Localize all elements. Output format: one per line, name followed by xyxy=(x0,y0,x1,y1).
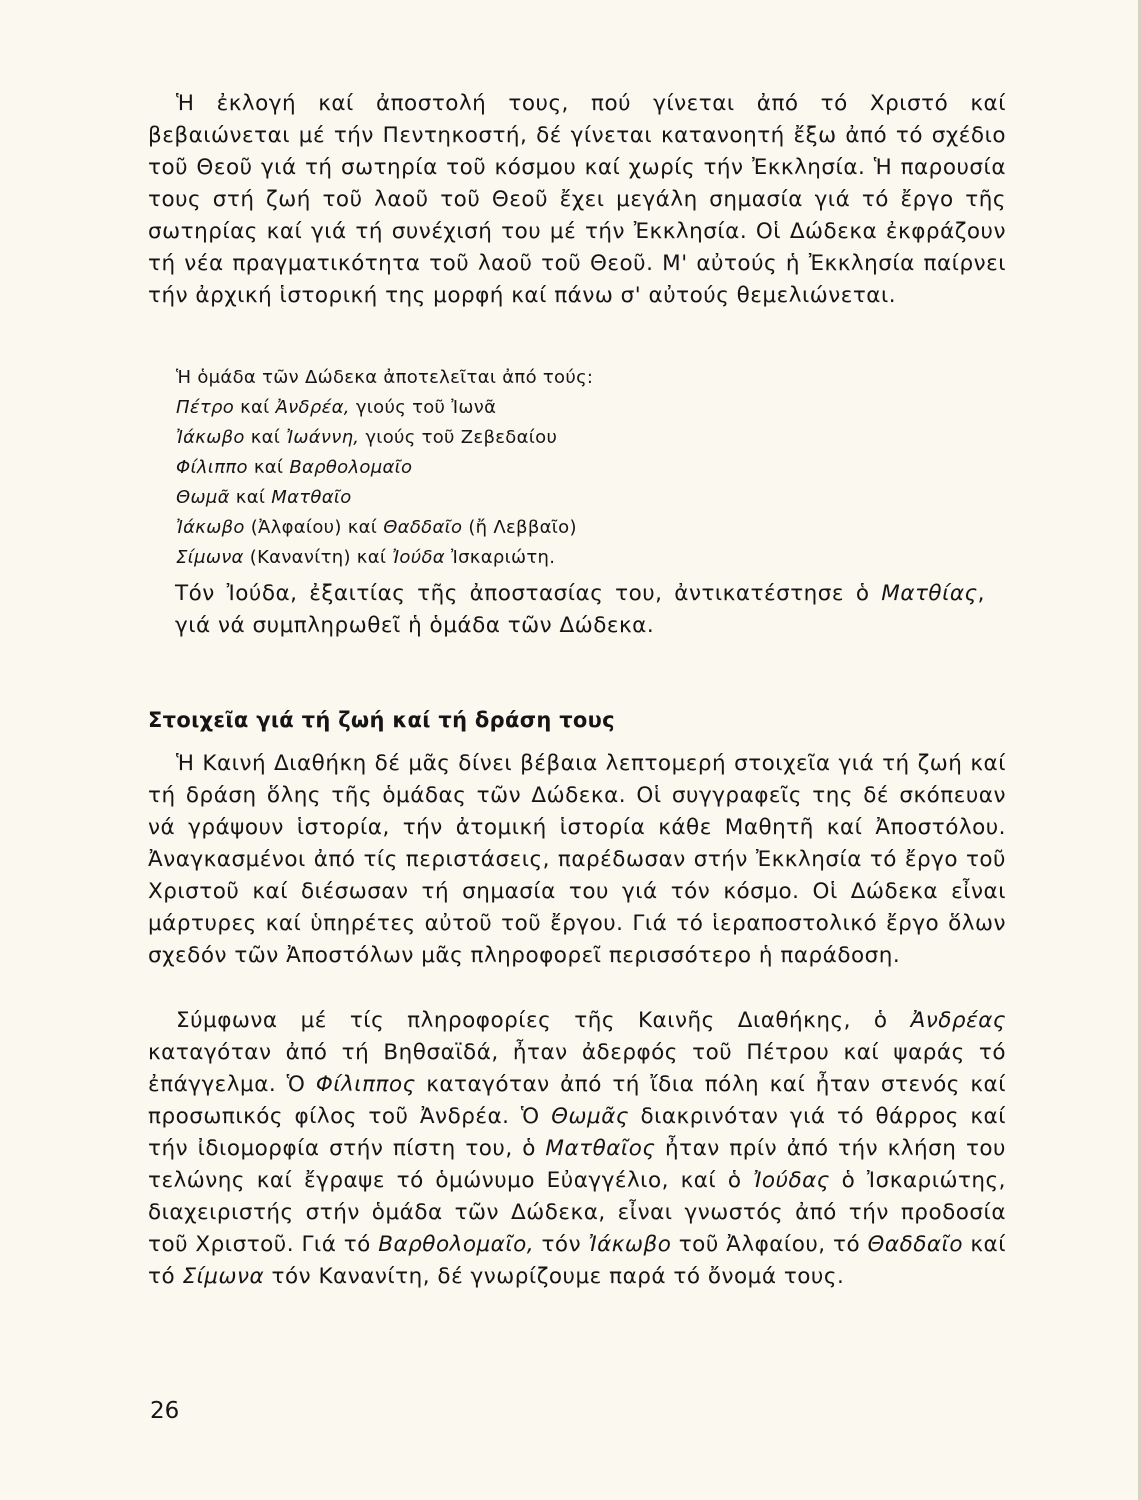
paragraph-text: τόν Κανανίτη, δέ γνωρίζουμε παρά τό ὄνομά τους. xyxy=(264,1264,845,1289)
apostle-name: Θαδδαῖο xyxy=(867,1232,963,1257)
paragraph-text: ἦταν πρίν ἀπό τήν κλήση του τελώνης καί ἔγραψε τό ὁμώνυμο Εὐαγγέλιο, καί ὁ xyxy=(148,1136,1006,1193)
apostle-name: Βαρθολομαῖο, xyxy=(378,1232,535,1257)
apostle-name: Φίλιππος xyxy=(315,1072,416,1097)
paragraph-text: καταγόταν ἀπό τή Βηθσαϊδά, ἦταν ἀδερφός τοῦ Πέτρου καί ψαράς τό ἐπάγγελμα. Ὁ xyxy=(148,1040,1006,1097)
apostle-line xyxy=(176,543,593,573)
apostle-line xyxy=(176,423,593,453)
section-paragraph-1: Ἡ Καινή Διαθήκη δέ μᾶς δίνει βέβαια λεπτομερή στοιχεῖα γιά τή ζωή καί τή δράση ὅλης τῆς ὁμάδας τῶν Δώδεκα. Οἱ συγγραφεῖς της δέ σκόπευαν νά γράψουν ἱστορία, τήν ἀτομική ἱστορία κάθε Μαθητῆ καί Ἀποστόλου. Ἀναγκασμένοι ἀπό τίς περιστάσεις, παρέδωσαν στήν Ἐκκλησία τό ἔργο τοῦ Χριστοῦ καί διέσωσαν τή σημασία του γιά τόν κόσμο. Οἱ Δώδεκα εἶναι μάρτυρες καί ὑπηρέτες αὐτοῦ τοῦ ἔργου. Γιά τό ἱεραποστολικό ἔργο ὅλων σχεδόν τῶν Ἀποστόλων μᾶς πληροφορεῖ περισσότερο ἡ παράδοση. xyxy=(148,751,1006,968)
apostle-text: (Κανανίτη) καί xyxy=(243,547,393,568)
apostle-text: γιούς τοῦ Ἰωνᾶ xyxy=(349,397,497,418)
apostle-text: γιούς τοῦ Ζεβεδαίου xyxy=(359,427,558,448)
apostle-text: καί xyxy=(244,427,287,448)
apostle-name: Ματθαῖος xyxy=(545,1136,656,1161)
apostle-name: Σίμωνα xyxy=(176,547,244,568)
apostle-name: Βαρθολομαῖο xyxy=(289,457,413,478)
judas-paragraph xyxy=(175,578,985,642)
section-paragraph-2 xyxy=(148,1005,1006,1293)
apostle-name: Θωμᾶ xyxy=(176,487,230,508)
apostle-lines xyxy=(176,393,593,573)
apostle-line xyxy=(176,483,593,513)
apostle-name: Φίλιππο xyxy=(176,457,248,478)
apostle-line xyxy=(176,513,593,543)
matthias-name: Ματθίας xyxy=(881,581,978,606)
apostle-name: Σίμωνα xyxy=(182,1264,265,1289)
apostle-name: Πέτρο xyxy=(176,397,235,418)
apostle-line xyxy=(176,393,593,423)
apostle-name: Θαδδαῖο xyxy=(383,517,463,538)
judas-before: Τόν Ἰούδα, ἐξαιτίας τῆς ἀποστασίας του, ἀντικατέστησε ὁ xyxy=(175,581,882,606)
paragraph-text: Σύμφωνα μέ τίς πληροφορίες τῆς Καινῆς Διαθήκης, ὁ xyxy=(176,1008,911,1033)
paragraph-text: καί τό xyxy=(148,1232,1006,1289)
page-number: 26 xyxy=(150,1398,180,1424)
apostle-name: Ἀνδρέας xyxy=(910,1008,1006,1033)
apostle-name: Θωμᾶς xyxy=(551,1104,630,1129)
apostles-list xyxy=(176,363,593,573)
paragraph-text: τόν xyxy=(534,1232,589,1257)
paragraph-text: καταγόταν ἀπό τή ἴδια πόλη καί ἦταν στενός καί προσωπικός φίλος τοῦ Ἀνδρέα. Ὁ xyxy=(148,1072,1006,1129)
apostle-text: (ἤ Λεββαῖο) xyxy=(462,517,577,538)
apostle-text: καί xyxy=(229,487,272,508)
judas-after: , γιά νά συμπληρωθεῖ ἡ ὁμάδα τῶν Δώδεκα. xyxy=(175,581,985,638)
section-heading: Στοιχεῖα γιά τή ζωή καί τή δράση τους xyxy=(148,708,615,732)
apostle-name: Ἰωάννη, xyxy=(286,427,360,448)
apostle-name: Ἰούδας xyxy=(753,1168,830,1193)
apostle-text: καί xyxy=(234,397,276,418)
paragraph-text: ὁ Ἰσκαριώτης, διαχειριστής στήν ὁμάδα τῶν Δώδεκα, εἶναι γνωστός ἀπό τήν προδοσία τοῦ Χριστοῦ. Γιά τό xyxy=(148,1168,1006,1257)
paragraph-text: διακρινόταν γιά τό θάρρος καί τήν ἰδιομορφία στήν πίστη του, ὁ xyxy=(148,1104,1006,1161)
apostle-name: Ἰούδα xyxy=(392,547,445,568)
apostle-text: Ἰσκαριώτη. xyxy=(444,547,556,568)
intro-paragraph: Ἡ ἐκλογή καί ἀποστολή τους, πού γίνεται ἀπό τό Χριστό καί βεβαιώνεται μέ τήν Πεντηκοστή, δέ γίνεται κατανοητή ἔξω ἀπό τό σχέδιο τοῦ Θεοῦ γιά τή σωτηρία τοῦ κόσμου καί χωρίς τήν Ἐκκλησία. Ἡ παρουσία τους στή ζωή τοῦ λαοῦ τοῦ Θεοῦ ἔχει μεγάλη σημασία γιά τό ἔργο τῆς σωτηρίας καί γιά τή συνέχισή του μέ τήν Ἐκκλησία. Οἱ Δώδεκα ἐκφράζουν τή νέα πραγματικότητα τοῦ λαοῦ τοῦ Θεοῦ. Μ' αὐτούς ἡ Ἐκκλησία παίρνει τήν ἀρχική ἱστορική της μορφή καί πάνω σ' αὐτούς θεμελιώνεται. xyxy=(148,91,1006,308)
apostles-list-intro: Ἡ ὁμάδα τῶν Δώδεκα ἀποτελεῖται ἀπό τούς: xyxy=(176,367,594,388)
apostle-name: Ματθαῖο xyxy=(271,487,352,508)
apostle-text: (Ἀλφαίου) καί xyxy=(244,517,384,538)
apostle-text: καί xyxy=(247,457,290,478)
apostle-line xyxy=(176,453,593,483)
apostle-name: Ἰάκωβο xyxy=(588,1232,672,1257)
apostle-name: Ἀνδρέα, xyxy=(275,397,350,418)
apostle-name: Ἰάκωβο xyxy=(176,517,245,538)
paragraph-text: τοῦ Ἀλφαίου, τό xyxy=(671,1232,868,1257)
apostle-name: Ἰάκωβο xyxy=(176,427,245,448)
